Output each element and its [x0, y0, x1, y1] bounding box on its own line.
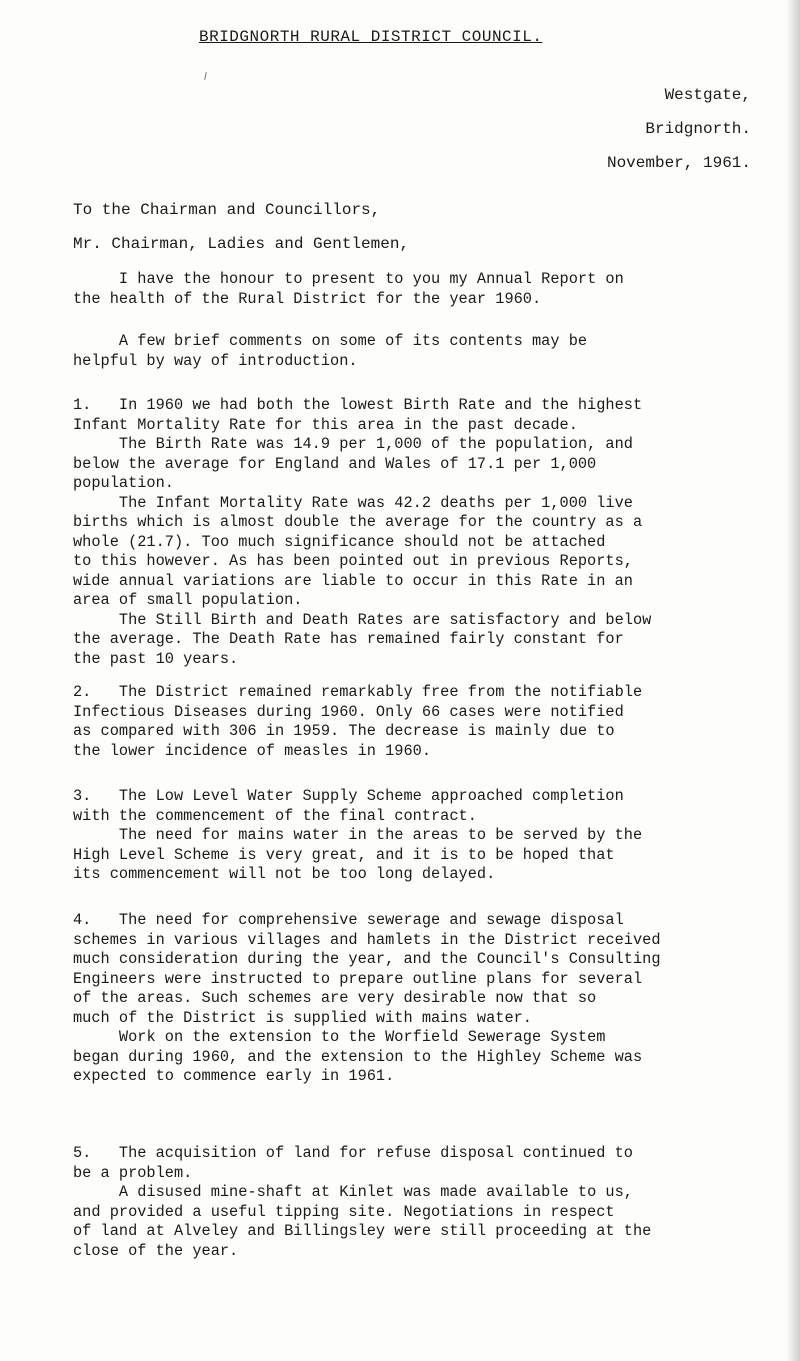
intro-paragraph-2: A few brief comments on some of its contents may be helpful by way of introduction.: [73, 332, 588, 370]
page-edge-shadow: [786, 0, 800, 1361]
letter-date: November, 1961.: [606, 154, 751, 172]
section-4-sewerage: 4. The need for comprehensive sewerage and sewage disposal schemes in various villages and hamlets in the District received much consideration during the year, and the Council's Consulting Engineers were instructed to prepare outline plans for several of the areas. Such schemes are very desirable now that so much of the District is supplied with mains water. Work on the extension to the Worfield Sewerage System began during 1960, and the extension to the Highley Scheme was expected to commence early in 1961.: [73, 911, 661, 1085]
address-street: Westgate,: [664, 86, 751, 104]
section-2-infectious-diseases: 2. The District remained remarkably free from the notifiable Infectious Diseases during 1960. Only 66 cases were notified as compared with 306 in 1959. The decrease is mainly due to the lower incidence of measles in 1960.: [73, 683, 643, 760]
section-3-water-supply: 3. The Low Level Water Supply Scheme approached completion with the commencement of the final contract. The need for mains water in the areas to be served by the High Level Scheme is very great, and it is to be hoped that its commencement will not be too long delayed.: [73, 787, 643, 883]
section-1-birth-and-mortality-rates: 1. In 1960 we had both the lowest Birth Rate and the highest Infant Mortality Rate for this area in the past decade. The Birth Rate was 14.9 per 1,000 of the population, and below the average for England and Wales of 17.1 per 1,000 population. The Infant Mortality Rate was 42.2 deaths per 1,000 live births which is almost double the average for the country as a whole (21.7). Too much significance should not be attached to this however. As has been pointed out in previous Reports, wide annual variations are liable to occur in this Rate in an area of small population. The Still Birth and Death Rates are satisfactory and below the average. The Death Rate has remained fairly constant for the past 10 years.: [73, 396, 652, 668]
stray-mark: [204, 72, 207, 80]
salutation-greeting: Mr. Chairman, Ladies and Gentlemen,: [73, 235, 410, 253]
council-heading: BRIDGNORTH RURAL DISTRICT COUNCIL.: [199, 28, 543, 46]
address-town: Bridgnorth.: [645, 120, 751, 138]
salutation-recipients: To the Chairman and Councillors,: [73, 201, 381, 219]
intro-paragraph-1: I have the honour to present to you my Annual Report on the health of the Rural District for the year 1960.: [73, 270, 624, 308]
section-5-refuse-disposal: 5. The acquisition of land for refuse disposal continued to be a problem. A disused mine-shaft at Kinlet was made available to us, and provided a useful tipping site. Negotiations in respect of land at Alveley and Billingsley were still proceeding at the close of the year.: [73, 1144, 652, 1260]
